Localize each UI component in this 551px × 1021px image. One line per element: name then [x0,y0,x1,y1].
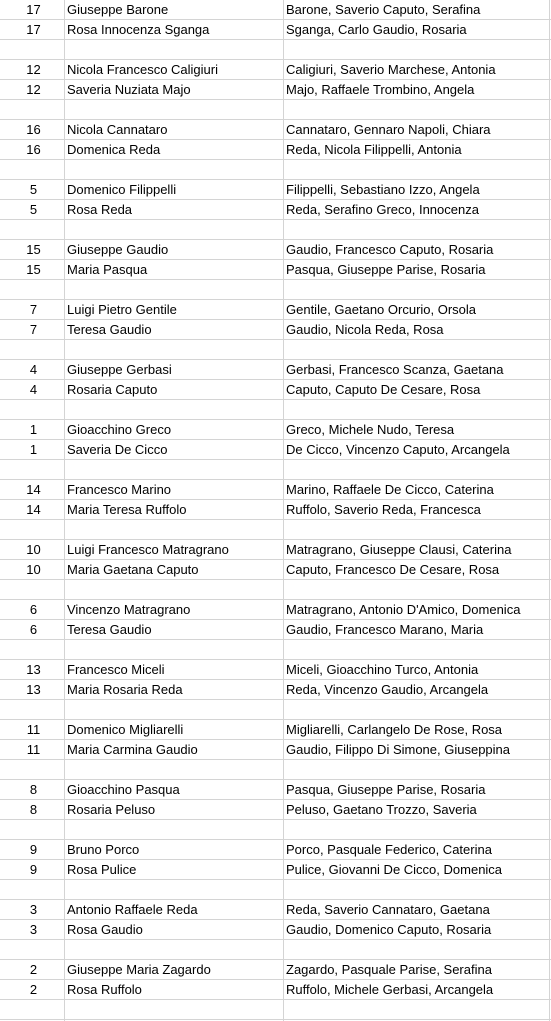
parents-cell[interactable]: Gaudio, Domenico Caputo, Rosaria [286,922,492,937]
spouse-name-cell[interactable]: Maria Rosaria Reda [67,682,183,697]
spouse-name-cell[interactable]: Maria Carmina Gaudio [67,742,198,757]
spouse-name-cell[interactable]: Vincenzo Matragrano [67,602,191,617]
parents-cell[interactable]: Sganga, Carlo Gaudio, Rosaria [286,22,467,37]
row-number-cell[interactable] [0,340,64,359]
spouse-name-cell[interactable] [67,400,281,419]
table-row[interactable] [0,540,551,560]
parents-cell[interactable] [286,940,548,959]
table-row[interactable] [0,600,551,620]
row-number-cell[interactable]: 8 [29,802,38,817]
row-number-cell[interactable]: 14 [26,482,41,497]
row-number-cell[interactable] [0,820,64,839]
row-number-cell[interactable]: 15 [26,242,41,257]
row-number-cell[interactable]: 14 [26,502,41,517]
row-number-cell[interactable]: 8 [29,782,38,797]
table-row[interactable] [0,200,551,220]
table-row[interactable] [0,40,551,60]
parents-cell[interactable]: Reda, Saverio Cannataro, Gaetana [286,902,490,917]
table-row[interactable] [0,20,551,40]
row-number-cell[interactable]: 9 [29,842,38,857]
table-row[interactable] [0,760,551,780]
spouse-name-cell[interactable]: Giuseppe Maria Zagardo [67,962,211,977]
row-number-cell[interactable] [0,220,64,239]
parents-cell[interactable]: Gaudio, Francesco Marano, Maria [286,622,484,637]
spouse-name-cell[interactable]: Giuseppe Gerbasi [67,362,172,377]
table-row[interactable] [0,500,551,520]
spouse-name-cell[interactable]: Rosa Gaudio [67,922,143,937]
row-number-cell[interactable]: 11 [26,722,41,737]
parents-cell[interactable]: Cannataro, Gennaro Napoli, Chiara [286,122,491,137]
table-row[interactable] [0,240,551,260]
spouse-name-cell[interactable]: Nicola Cannataro [67,122,168,137]
spouse-name-cell[interactable]: Maria Pasqua [67,262,148,277]
parents-cell[interactable] [286,1000,548,1019]
spouse-name-cell[interactable] [67,220,281,239]
parents-cell[interactable] [286,340,548,359]
spouse-name-cell[interactable]: Francesco Marino [67,482,172,497]
table-row[interactable] [0,440,551,460]
spouse-name-cell[interactable]: Luigi Pietro Gentile [67,302,177,317]
parents-cell[interactable]: Reda, Serafino Greco, Innocenza [286,202,479,217]
parents-cell[interactable]: Pulice, Giovanni De Cicco, Domenica [286,862,503,877]
parents-cell[interactable]: Migliarelli, Carlangelo De Rose, Rosa [286,722,503,737]
row-number-cell[interactable]: 6 [29,602,38,617]
table-row[interactable] [0,800,551,820]
table-row[interactable] [0,980,551,1000]
row-number-cell[interactable]: 10 [26,542,41,557]
parents-cell[interactable]: Reda, Nicola Filippelli, Antonia [286,142,462,157]
table-row[interactable] [0,480,551,500]
spouse-name-cell[interactable]: Luigi Francesco Matragrano [67,542,229,557]
spouse-name-cell[interactable]: Gioacchino Greco [67,422,172,437]
parents-cell[interactable]: Caligiuri, Saverio Marchese, Antonia [286,62,496,77]
spouse-name-cell[interactable] [67,460,281,479]
spouse-name-cell[interactable]: Saveria Nuziata Majo [67,82,191,97]
table-row[interactable] [0,1000,551,1020]
table-row[interactable] [0,60,551,80]
parents-cell[interactable]: Ruffolo, Saverio Reda, Francesca [286,502,481,517]
parents-cell[interactable]: Greco, Michele Nudo, Teresa [286,422,455,437]
row-number-cell[interactable]: 7 [29,322,38,337]
table-row[interactable] [0,960,551,980]
table-row[interactable] [0,120,551,140]
row-number-cell[interactable]: 15 [26,262,41,277]
parents-cell[interactable]: Gentile, Gaetano Orcurio, Orsola [286,302,477,317]
parents-cell[interactable]: Reda, Vincenzo Gaudio, Arcangela [286,682,489,697]
table-row[interactable] [0,680,551,700]
table-row[interactable] [0,640,551,660]
spouse-name-cell[interactable] [67,760,281,779]
table-row[interactable] [0,220,551,240]
parents-cell[interactable]: Matragrano, Giuseppe Clausi, Caterina [286,542,512,557]
row-number-cell[interactable]: 17 [26,2,41,17]
parents-cell[interactable]: Caputo, Francesco De Cesare, Rosa [286,562,500,577]
row-number-cell[interactable] [0,40,64,59]
parents-cell[interactable]: Marino, Raffaele De Cicco, Caterina [286,482,494,497]
table-row[interactable] [0,280,551,300]
table-row[interactable] [0,340,551,360]
row-number-cell[interactable]: 2 [29,982,38,997]
spouse-name-cell[interactable]: Giuseppe Gaudio [67,242,169,257]
table-row[interactable] [0,380,551,400]
parents-cell[interactable] [286,460,548,479]
parents-cell[interactable]: Majo, Raffaele Trombino, Angela [286,82,475,97]
spouse-name-cell[interactable] [67,640,281,659]
spouse-name-cell[interactable]: Antonio Raffaele Reda [67,902,198,917]
row-number-cell[interactable] [0,520,64,539]
parents-cell[interactable] [286,760,548,779]
spouse-name-cell[interactable]: Rosa Reda [67,202,133,217]
row-number-cell[interactable] [0,280,64,299]
table-row[interactable] [0,0,551,20]
parents-cell[interactable]: Zagardo, Pasquale Parise, Serafina [286,962,492,977]
spouse-name-cell[interactable]: Rosaria Caputo [67,382,158,397]
parents-cell[interactable] [286,220,548,239]
parents-cell[interactable] [286,400,548,419]
table-row[interactable] [0,780,551,800]
row-number-cell[interactable] [0,640,64,659]
spouse-name-cell[interactable]: Saveria De Cicco [67,442,168,457]
parents-cell[interactable]: Gaudio, Nicola Reda, Rosa [286,322,444,337]
spouse-name-cell[interactable]: Domenico Filippelli [67,182,177,197]
parents-cell[interactable]: Barone, Saverio Caputo, Serafina [286,2,481,17]
row-number-cell[interactable]: 16 [26,122,41,137]
table-row[interactable] [0,820,551,840]
parents-cell[interactable]: Porco, Pasquale Federico, Caterina [286,842,492,857]
table-row[interactable] [0,940,551,960]
parents-cell[interactable]: Matragrano, Antonio D'Amico, Domenica [286,602,521,617]
spouse-name-cell[interactable] [67,280,281,299]
parents-cell[interactable]: Miceli, Gioacchino Turco, Antonia [286,662,479,677]
row-number-cell[interactable]: 5 [29,202,38,217]
row-number-cell[interactable]: 1 [29,422,38,437]
table-row[interactable] [0,560,551,580]
parents-cell[interactable]: Gaudio, Francesco Caputo, Rosaria [286,242,494,257]
table-row[interactable] [0,420,551,440]
spouse-name-cell[interactable] [67,340,281,359]
table-row[interactable] [0,660,551,680]
spouse-name-cell[interactable]: Maria Teresa Ruffolo [67,502,187,517]
table-row[interactable] [0,160,551,180]
row-number-cell[interactable]: 4 [29,382,38,397]
spouse-name-cell[interactable]: Bruno Porco [67,842,140,857]
row-number-cell[interactable]: 3 [29,902,38,917]
parents-cell[interactable] [286,700,548,719]
spouse-name-cell[interactable] [67,940,281,959]
table-row[interactable] [0,620,551,640]
row-number-cell[interactable]: 13 [26,662,41,677]
parents-cell[interactable]: De Cicco, Vincenzo Caputo, Arcangela [286,442,510,457]
parents-cell[interactable] [286,280,548,299]
table-row[interactable] [0,520,551,540]
table-row[interactable] [0,860,551,880]
spouse-name-cell[interactable] [67,1000,281,1019]
row-number-cell[interactable]: 7 [29,302,38,317]
row-number-cell[interactable] [0,880,64,899]
row-number-cell[interactable] [0,460,64,479]
parents-cell[interactable] [286,100,548,119]
spouse-name-cell[interactable]: Rosa Pulice [67,862,137,877]
row-number-cell[interactable]: 1 [29,442,38,457]
row-number-cell[interactable] [0,580,64,599]
row-number-cell[interactable]: 17 [26,22,41,37]
parents-cell[interactable]: Gaudio, Filippo Di Simone, Giuseppina [286,742,511,757]
parents-cell[interactable]: Ruffolo, Michele Gerbasi, Arcangela [286,982,494,997]
parents-cell[interactable] [286,520,548,539]
parents-cell[interactable] [286,820,548,839]
spouse-name-cell[interactable]: Rosa Ruffolo [67,982,142,997]
table-row[interactable] [0,900,551,920]
row-number-cell[interactable] [0,160,64,179]
parents-cell[interactable]: Gerbasi, Francesco Scanza, Gaetana [286,362,504,377]
parents-cell[interactable]: Peluso, Gaetano Trozzo, Saveria [286,802,477,817]
table-row[interactable] [0,360,551,380]
table-row[interactable] [0,80,551,100]
spouse-name-cell[interactable] [67,100,281,119]
spouse-name-cell[interactable]: Rosaria Peluso [67,802,156,817]
row-number-cell[interactable] [0,760,64,779]
spouse-name-cell[interactable]: Teresa Gaudio [67,622,152,637]
spouse-name-cell[interactable] [67,880,281,899]
table-row[interactable] [0,180,551,200]
spouse-name-cell[interactable]: Maria Gaetana Caputo [67,562,199,577]
spouse-name-cell[interactable]: Domenica Reda [67,142,161,157]
row-number-cell[interactable]: 13 [26,682,41,697]
row-number-cell[interactable] [0,1000,64,1019]
row-number-cell[interactable]: 6 [29,622,38,637]
parents-cell[interactable]: Pasqua, Giuseppe Parise, Rosaria [286,262,486,277]
table-row[interactable] [0,140,551,160]
table-row[interactable] [0,260,551,280]
row-number-cell[interactable]: 2 [29,962,38,977]
row-number-cell[interactable]: 5 [29,182,38,197]
spouse-name-cell[interactable]: Rosa Innocenza Sganga [67,22,210,37]
table-row[interactable] [0,740,551,760]
row-number-cell[interactable]: 11 [26,742,41,757]
parents-cell[interactable] [286,160,548,179]
parents-cell[interactable] [286,640,548,659]
table-row[interactable] [0,840,551,860]
row-number-cell[interactable] [0,400,64,419]
spouse-name-cell[interactable]: Domenico Migliarelli [67,722,184,737]
row-number-cell[interactable]: 12 [26,62,41,77]
spouse-name-cell[interactable]: Giuseppe Barone [67,2,169,17]
parents-cell[interactable]: Filippelli, Sebastiano Izzo, Angela [286,182,480,197]
table-row[interactable] [0,100,551,120]
row-number-cell[interactable] [0,940,64,959]
table-row[interactable] [0,300,551,320]
parents-cell[interactable] [286,880,548,899]
table-row[interactable] [0,880,551,900]
row-number-cell[interactable]: 4 [29,362,38,377]
row-number-cell[interactable]: 12 [26,82,41,97]
parents-cell[interactable]: Caputo, Caputo De Cesare, Rosa [286,382,481,397]
table-row[interactable] [0,400,551,420]
row-number-cell[interactable] [0,700,64,719]
table-row[interactable] [0,700,551,720]
spouse-name-cell[interactable]: Teresa Gaudio [67,322,152,337]
spouse-name-cell[interactable] [67,820,281,839]
spouse-name-cell[interactable] [67,700,281,719]
spouse-name-cell[interactable] [67,520,281,539]
table-row[interactable] [0,920,551,940]
row-number-cell[interactable]: 16 [26,142,41,157]
table-row[interactable] [0,460,551,480]
row-number-cell[interactable]: 3 [29,922,38,937]
parents-cell[interactable]: Pasqua, Giuseppe Parise, Rosaria [286,782,486,797]
spouse-name-cell[interactable] [67,160,281,179]
row-number-cell[interactable] [0,100,64,119]
table-row[interactable] [0,720,551,740]
table-row[interactable] [0,580,551,600]
parents-cell[interactable] [286,40,548,59]
spouse-name-cell[interactable]: Francesco Miceli [67,662,165,677]
spouse-name-cell[interactable]: Nicola Francesco Caligiuri [67,62,218,77]
row-number-cell[interactable]: 9 [29,862,38,877]
spouse-name-cell[interactable] [67,40,281,59]
parents-cell[interactable] [286,580,548,599]
row-number-cell[interactable]: 10 [26,562,41,577]
spouse-name-cell[interactable]: Gioacchino Pasqua [67,782,180,797]
table-row[interactable] [0,320,551,340]
spouse-name-cell[interactable] [67,580,281,599]
